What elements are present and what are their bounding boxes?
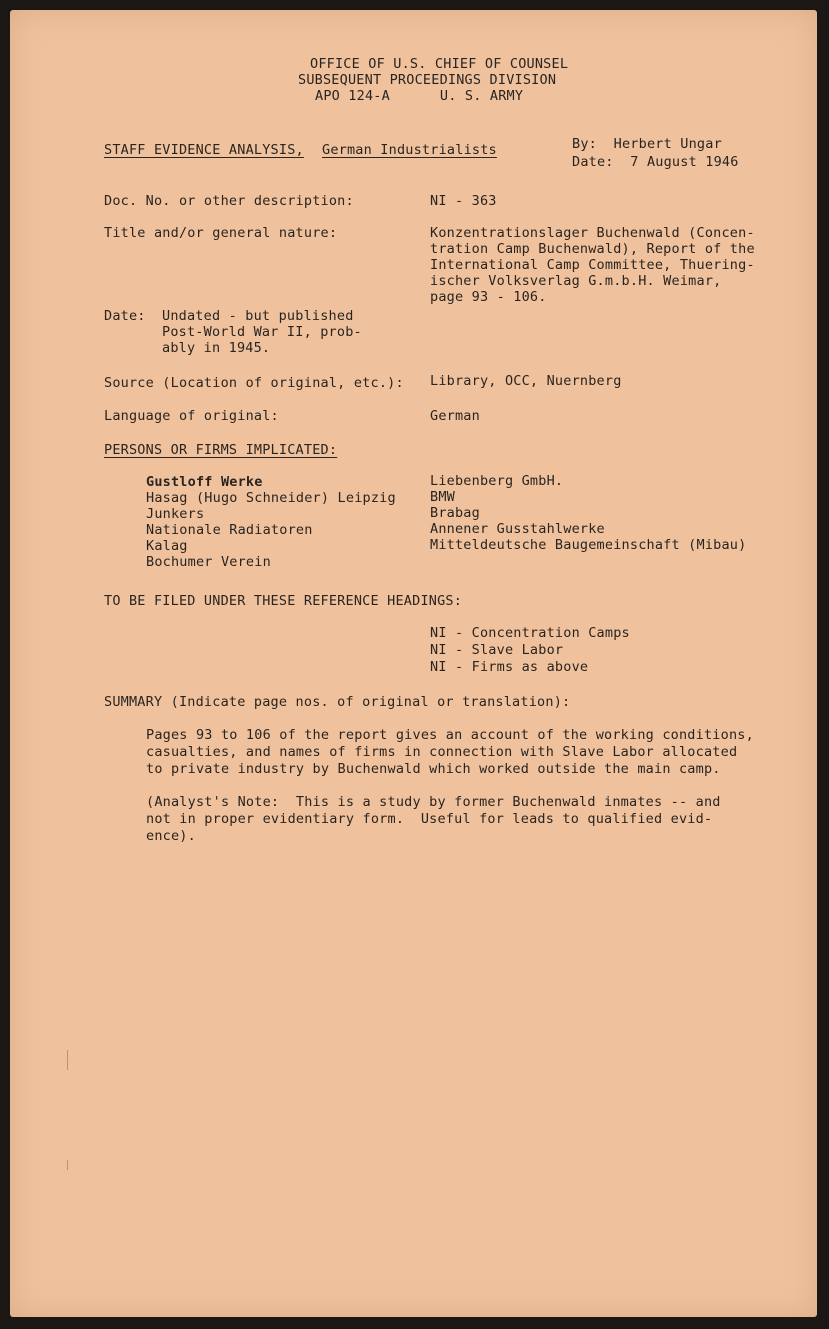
header-line-1: OFFICE OF U.S. CHIEF OF COUNSEL xyxy=(310,56,569,72)
reference-item: NI - Firms as above xyxy=(430,659,589,675)
analysis-date: Date: 7 August 1946 xyxy=(572,154,739,170)
doc-no-label: Doc. No. or other description: xyxy=(104,193,354,209)
date-line: Undated - but published xyxy=(162,308,354,324)
source-value: Library, OCC, Nuernberg xyxy=(430,373,622,389)
summary-line: to private industry by Buchenwald which worked outside the main camp. xyxy=(146,761,721,777)
firm-item: Gustloff Werke xyxy=(146,474,263,490)
analyst-note-line: (Analyst's Note: This is a study by former Buchenwald inmates -- and xyxy=(146,794,721,810)
title-line: International Camp Committee, Thuering- xyxy=(430,257,755,273)
firm-item: Hasag (Hugo Schneider) Leipzig xyxy=(146,490,396,506)
firm-item: Nationale Radiatoren xyxy=(146,522,313,538)
language-value: German xyxy=(430,408,480,424)
language-label: Language of original: xyxy=(104,408,279,424)
analyst-name: By: Herbert Ungar xyxy=(572,136,722,152)
analysis-subject: German Industrialists xyxy=(322,142,497,158)
header-line-2: SUBSEQUENT PROCEEDINGS DIVISION xyxy=(298,72,557,88)
title-line: Konzentrationslager Buchenwald (Concen- xyxy=(430,225,755,241)
title-line: tration Camp Buchenwald), Report of the xyxy=(430,241,755,257)
title-line: ischer Volksverlag G.m.b.H. Weimar, xyxy=(430,273,722,289)
title-line: page 93 - 106. xyxy=(430,289,547,305)
paper-mark xyxy=(67,1050,68,1070)
document-page xyxy=(10,10,817,1317)
reference-label: TO BE FILED UNDER THESE REFERENCE HEADINGS: xyxy=(104,593,463,609)
title-label: Title and/or general nature: xyxy=(104,225,338,241)
source-label: Source (Location of original, etc.): xyxy=(104,375,404,391)
date-line: ably in 1945. xyxy=(162,340,271,356)
firm-item: Liebenberg GmbH. xyxy=(430,473,564,489)
firm-item: Mitteldeutsche Baugemeinschaft (Mibau) xyxy=(430,537,747,553)
firm-item: Kalag xyxy=(146,538,188,554)
firm-item: Junkers xyxy=(146,506,205,522)
firm-item: BMW xyxy=(430,489,455,505)
analyst-note-line: ence). xyxy=(146,828,196,844)
header-line-3: APO 124-A U. S. ARMY xyxy=(315,88,524,104)
summary-line: Pages 93 to 106 of the report gives an account of the working conditions, xyxy=(146,727,754,743)
summary-line: casualties, and names of firms in connection with Slave Labor allocated xyxy=(146,744,738,760)
analyst-note-line: not in proper evidentiary form. Useful for leads to qualified evid- xyxy=(146,811,713,827)
doc-no-value: NI - 363 xyxy=(430,193,497,209)
firm-item: Bochumer Verein xyxy=(146,554,271,570)
firm-item: Brabag xyxy=(430,505,480,521)
reference-item: NI - Concentration Camps xyxy=(430,625,630,641)
date-label: Date: xyxy=(104,308,146,324)
persons-label: PERSONS OR FIRMS IMPLICATED: xyxy=(104,442,338,458)
summary-label: SUMMARY (Indicate page nos. of original or translation): xyxy=(104,694,571,710)
date-line: Post-World War II, prob- xyxy=(162,324,362,340)
paper-mark xyxy=(67,1160,68,1170)
firm-item: Annener Gusstahlwerke xyxy=(430,521,605,537)
reference-item: NI - Slave Labor xyxy=(430,642,564,658)
analysis-title: STAFF EVIDENCE ANALYSIS, xyxy=(104,142,304,158)
